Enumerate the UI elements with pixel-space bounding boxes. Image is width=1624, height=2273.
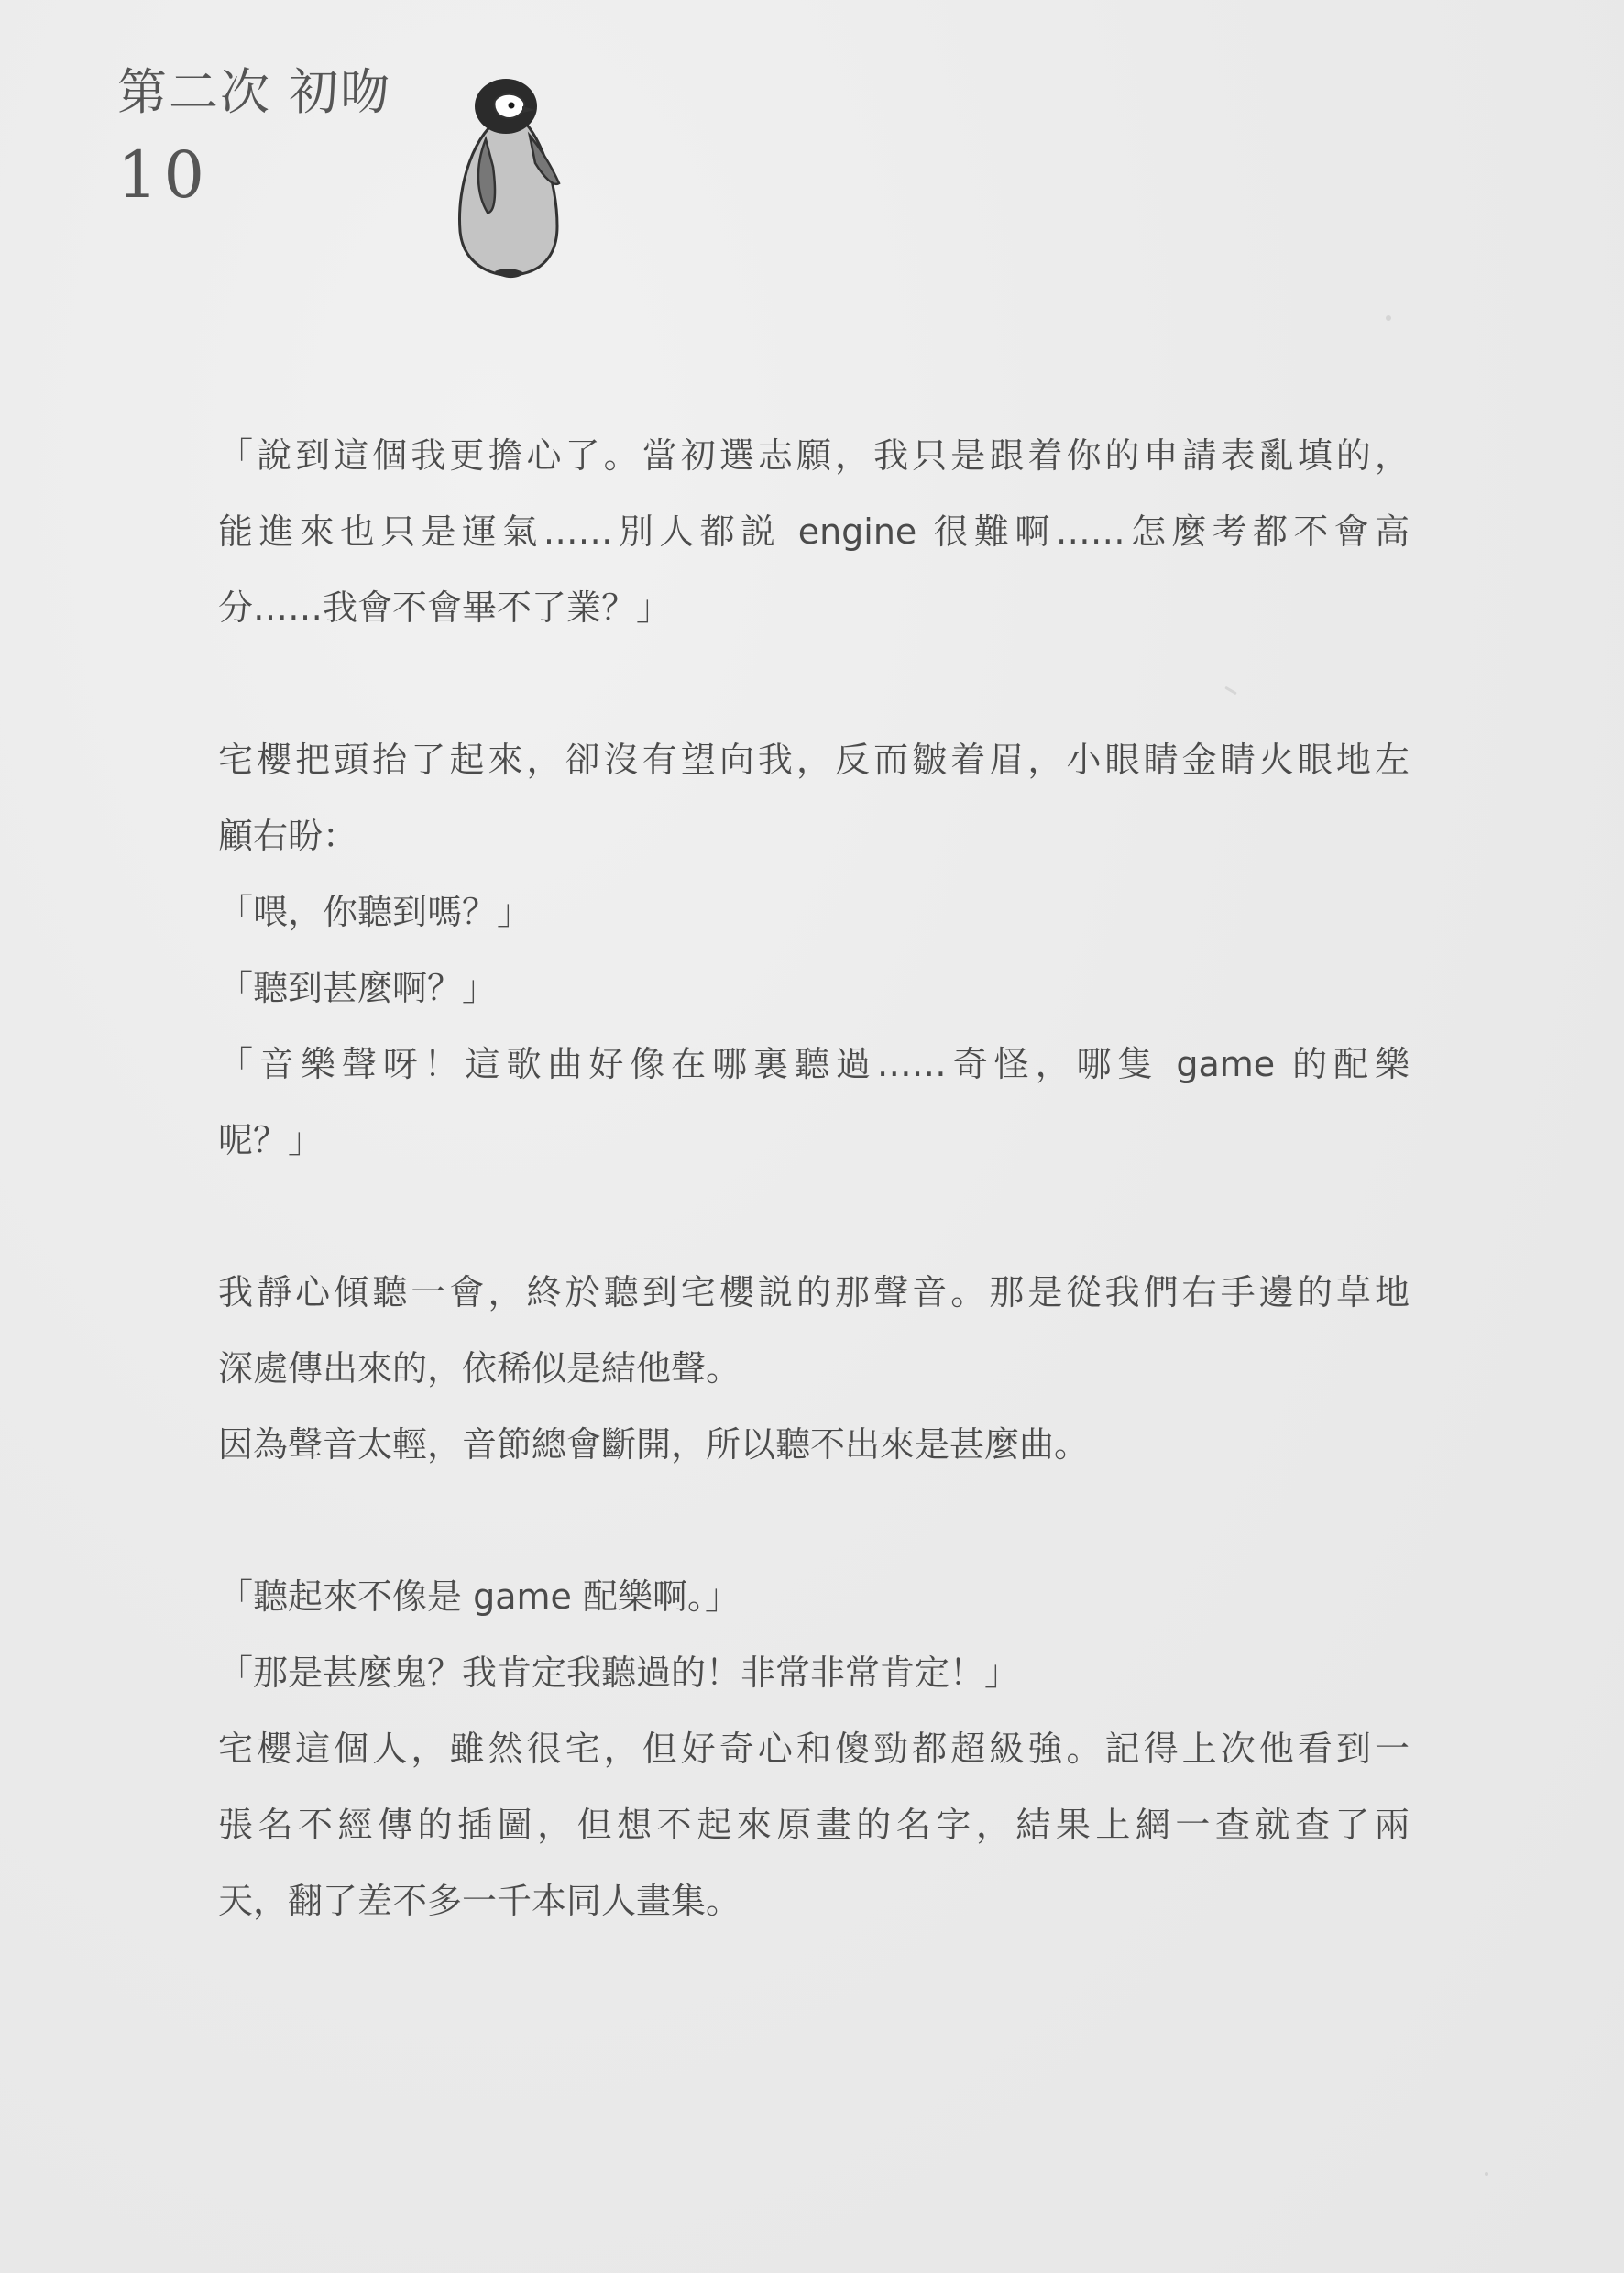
text-line: 「音樂聲呀！這歌曲好像在哪裏聽過……奇怪，哪隻 game 的配樂 bbox=[218, 1044, 1410, 1084]
paper-speck bbox=[1485, 2172, 1488, 2176]
text-line: 分……我會不會畢不了業？」 bbox=[218, 587, 672, 628]
body-text bbox=[218, 418, 1410, 1939]
text-line: 張名不經傳的插圖，但想不起來原畫的名字，結果上網一查就查了兩 bbox=[218, 1805, 1410, 1845]
chapter-title: 第二次 初吻 bbox=[117, 63, 392, 121]
text-line: 因為聲音太輕，音節總會斷開，所以聽不出來是甚麼曲。 bbox=[218, 1424, 1090, 1465]
text-line: 「那是甚麼鬼？我肯定我聽過的！非常非常肯定！」 bbox=[218, 1653, 1020, 1693]
text-line: 能進來也只是運氣……別人都説 engine 很難啊……怎麼考都不會高 bbox=[218, 511, 1410, 552]
text-line: 顧右盼： bbox=[218, 816, 358, 856]
text-line: 我靜心傾聽一會，終於聽到宅櫻説的那聲音。那是從我們右手邊的草地 bbox=[218, 1272, 1410, 1312]
text-line: 天，翻了差不多一千本同人畫集。 bbox=[218, 1881, 741, 1921]
text-line: 「喂，你聽到嗎？」 bbox=[218, 892, 532, 932]
text-line: 宅櫻這個人，雖然很宅，但好奇心和傻勁都超級強。記得上次他看到一 bbox=[218, 1729, 1410, 1769]
text-line: 「聽起來不像是 game 配樂啊。」 bbox=[218, 1576, 740, 1617]
chapter-number: 10 bbox=[117, 137, 211, 213]
text-line: 呢？」 bbox=[218, 1120, 324, 1160]
text-line: 深處傳出來的，依稀似是結他聲。 bbox=[218, 1348, 741, 1389]
paper-speck bbox=[1386, 315, 1391, 321]
penguin-icon bbox=[449, 75, 568, 281]
chapter-header bbox=[117, 63, 392, 213]
paragraph-gap bbox=[218, 1179, 1410, 1255]
text-line: 「聽到甚麼啊？」 bbox=[218, 968, 498, 1008]
text-line: 宅櫻把頭抬了起來，卻沒有望向我，反而皺着眉，小眼睛金睛火眼地左 bbox=[218, 740, 1410, 780]
paragraph-gap bbox=[218, 646, 1410, 722]
text-line: 「說到這個我更擔心了。當初選志願，我只是跟着你的申請表亂填的， bbox=[218, 435, 1410, 476]
paragraph-gap bbox=[218, 1483, 1410, 1559]
